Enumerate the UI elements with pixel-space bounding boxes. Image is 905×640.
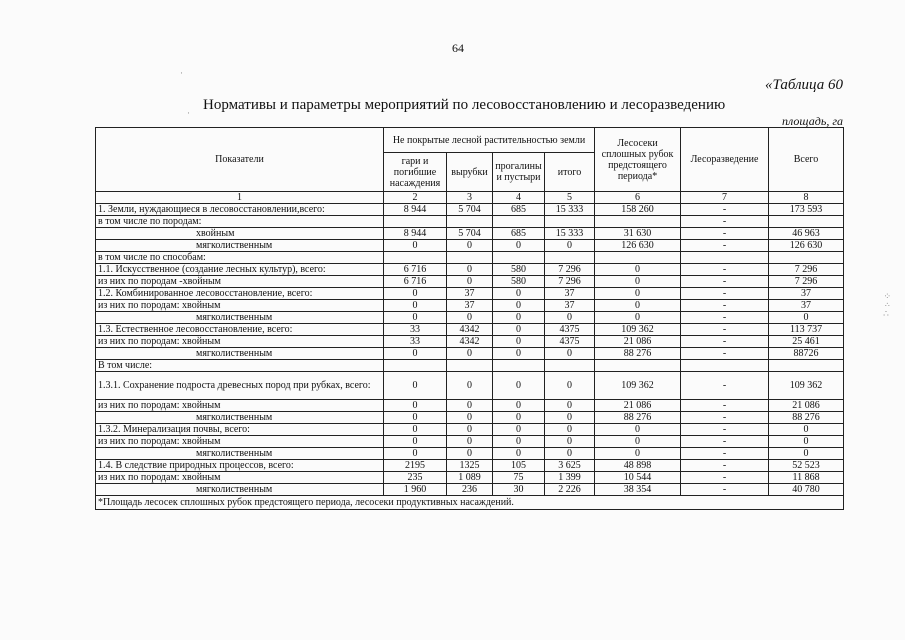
cell-value: [384, 360, 447, 372]
row-label: В том числе:: [96, 360, 384, 372]
cell-value: 0: [493, 412, 545, 424]
cell-value: 685: [493, 204, 545, 216]
cell-value: 0: [545, 240, 595, 252]
row-label: из них по породам: хвойным: [96, 436, 384, 448]
table-row: [96, 216, 844, 228]
cell-value: 6 716: [384, 276, 447, 288]
scan-speck: ·: [180, 68, 183, 78]
cell-value: 37: [447, 288, 493, 300]
cell-value: 88726: [769, 348, 844, 360]
cell-value: 1 089: [447, 472, 493, 484]
cell-value: 88 276: [595, 412, 681, 424]
cell-value: 37: [447, 300, 493, 312]
cell-value: 21 086: [769, 400, 844, 412]
cell-value: 235: [384, 472, 447, 484]
table-row: [96, 240, 844, 252]
scan-speck: ·: [187, 108, 190, 118]
cell-value: [681, 360, 769, 372]
cell-value: -: [681, 472, 769, 484]
cell-value: 21 086: [595, 400, 681, 412]
cell-value: 0: [447, 276, 493, 288]
cell-value: -: [681, 348, 769, 360]
cell-value: 37: [545, 300, 595, 312]
cell-value: 25 461: [769, 336, 844, 348]
cell-value: [447, 252, 493, 264]
table-label: «Таблица 60: [765, 77, 843, 93]
cell-value: 5 704: [447, 228, 493, 240]
cell-value: 4375: [545, 324, 595, 336]
cell-value: 0: [545, 412, 595, 424]
units-label: площадь, га: [782, 114, 843, 128]
header-not-covered-group: Не покрытые лесной растительностью земли: [384, 128, 595, 153]
cell-value: 0: [447, 436, 493, 448]
cell-value: 126 630: [595, 240, 681, 252]
cell-value: 38 354: [595, 484, 681, 496]
cell-value: -: [681, 276, 769, 288]
cell-value: 0: [384, 412, 447, 424]
scan-speck: ⁘ ⁖ ∴: [882, 292, 892, 320]
cell-value: 8 944: [384, 228, 447, 240]
cell-value: 0: [493, 300, 545, 312]
cell-value: 3 625: [545, 460, 595, 472]
row-label: 1.3. Естественное лесовосстановление, всего:: [96, 324, 384, 336]
cell-value: 0: [545, 372, 595, 400]
footnote: *Площадь лесосек сплошных рубок предстоящего периода, лесосеки продуктивных насаждений.: [96, 496, 844, 510]
cell-value: -: [681, 288, 769, 300]
cell-value: 0: [769, 448, 844, 460]
table-row: [96, 348, 844, 360]
cell-value: 0: [493, 324, 545, 336]
table-row: [96, 288, 844, 300]
cell-value: 126 630: [769, 240, 844, 252]
table-row: [96, 264, 844, 276]
cell-value: [493, 216, 545, 228]
cell-value: -: [681, 324, 769, 336]
cell-value: 685: [493, 228, 545, 240]
cell-value: -: [681, 228, 769, 240]
cell-value: -: [681, 424, 769, 436]
row-label: хвойным: [96, 228, 384, 240]
cell-value: 7 296: [769, 276, 844, 288]
cell-value: 37: [769, 300, 844, 312]
cell-value: 37: [769, 288, 844, 300]
document-title: Нормативы и параметры мероприятий по лесовосстановлению и лесоразведению: [203, 97, 726, 113]
cell-value: 1 399: [545, 472, 595, 484]
table-row: [96, 412, 844, 424]
cell-value: 0: [545, 436, 595, 448]
cell-value: [384, 216, 447, 228]
cell-value: [447, 216, 493, 228]
row-label: мягколиственным: [96, 412, 384, 424]
cell-value: [769, 360, 844, 372]
row-label: из них по породам: хвойным: [96, 400, 384, 412]
cell-value: [447, 360, 493, 372]
cell-value: [493, 360, 545, 372]
cell-value: 0: [595, 288, 681, 300]
header-cuts: вырубки: [447, 153, 493, 192]
cell-value: [545, 216, 595, 228]
cell-value: 0: [447, 412, 493, 424]
cell-value: 6 716: [384, 264, 447, 276]
cell-value: 0: [595, 436, 681, 448]
row-label: 1.1. Искусственное (создание лесных культур), всего:: [96, 264, 384, 276]
cell-value: 88 276: [595, 348, 681, 360]
cell-value: 105: [493, 460, 545, 472]
cell-value: -: [681, 336, 769, 348]
column-numbers-row: [96, 192, 844, 204]
cell-value: 0: [769, 312, 844, 324]
table-row: [96, 460, 844, 472]
cell-value: -: [681, 312, 769, 324]
cell-value: 37: [545, 288, 595, 300]
cell-value: 0: [493, 436, 545, 448]
table-row: [96, 204, 844, 216]
cell-value: 0: [384, 312, 447, 324]
table-row: [96, 276, 844, 288]
column-number: 1: [96, 192, 384, 204]
cell-value: 0: [595, 448, 681, 460]
table-row: [96, 228, 844, 240]
cell-value: 0: [447, 424, 493, 436]
table-row: [96, 484, 844, 496]
cell-value: 52 523: [769, 460, 844, 472]
row-label: 1. Земли, нуждающиеся в лесовосстановлении,всего:: [96, 204, 384, 216]
cell-value: 21 086: [595, 336, 681, 348]
cell-value: 0: [447, 312, 493, 324]
cell-value: 33: [384, 336, 447, 348]
cell-value: [769, 216, 844, 228]
cell-value: 8 944: [384, 204, 447, 216]
cell-value: 109 362: [595, 372, 681, 400]
cell-value: 15 333: [545, 204, 595, 216]
cell-value: 75: [493, 472, 545, 484]
cell-value: -: [681, 484, 769, 496]
table-row: [96, 448, 844, 460]
header-total: итого: [545, 153, 595, 192]
header-all: Всего: [769, 128, 844, 192]
cell-value: 236: [447, 484, 493, 496]
cell-value: 0: [769, 436, 844, 448]
row-label: из них по породам: хвойным: [96, 300, 384, 312]
column-number: 5: [545, 192, 595, 204]
cell-value: -: [681, 448, 769, 460]
header-indicator: Показатели: [96, 128, 384, 192]
table-row: [96, 424, 844, 436]
column-number: 7: [681, 192, 769, 204]
cell-value: 0: [493, 312, 545, 324]
cell-value: -: [681, 216, 769, 228]
cell-value: 0: [545, 312, 595, 324]
cell-value: 40 780: [769, 484, 844, 496]
cell-value: 7 296: [545, 276, 595, 288]
cell-value: [595, 252, 681, 264]
table-row: [96, 372, 844, 400]
cell-value: 88 276: [769, 412, 844, 424]
row-label: из них по породам: хвойным: [96, 336, 384, 348]
cell-value: 1325: [447, 460, 493, 472]
row-label: в том числе по породам:: [96, 216, 384, 228]
cell-value: 173 593: [769, 204, 844, 216]
cell-value: 0: [493, 400, 545, 412]
cell-value: 0: [545, 400, 595, 412]
header-burns: гари и погибшие насаждения: [384, 153, 447, 192]
cell-value: 1 960: [384, 484, 447, 496]
table-row: [96, 312, 844, 324]
row-label: 1.2. Комбинированное лесовосстановление, всего:: [96, 288, 384, 300]
row-label: мягколиственным: [96, 484, 384, 496]
table-row: [96, 436, 844, 448]
cell-value: 15 333: [545, 228, 595, 240]
table-row: [96, 360, 844, 372]
table-row: [96, 400, 844, 412]
header-clearcut: Лесосеки сплошных рубок предстоящего периода*: [595, 128, 681, 192]
cell-value: 0: [447, 348, 493, 360]
cell-value: -: [681, 240, 769, 252]
cell-value: 0: [493, 336, 545, 348]
cell-value: 0: [595, 264, 681, 276]
cell-value: [493, 252, 545, 264]
column-number: 6: [595, 192, 681, 204]
cell-value: 0: [384, 436, 447, 448]
cell-value: 0: [384, 448, 447, 460]
cell-value: 0: [384, 288, 447, 300]
row-label: мягколиственным: [96, 312, 384, 324]
cell-value: 113 737: [769, 324, 844, 336]
row-label: мягколиственным: [96, 448, 384, 460]
cell-value: 0: [384, 372, 447, 400]
cell-value: 46 963: [769, 228, 844, 240]
cell-value: -: [681, 372, 769, 400]
row-label: из них по породам: хвойным: [96, 472, 384, 484]
cell-value: 580: [493, 264, 545, 276]
cell-value: -: [681, 460, 769, 472]
cell-value: -: [681, 300, 769, 312]
cell-value: 0: [493, 448, 545, 460]
cell-value: 0: [493, 348, 545, 360]
row-label: мягколиственным: [96, 348, 384, 360]
row-label: в том числе по способам:: [96, 252, 384, 264]
cell-value: 0: [384, 240, 447, 252]
cell-value: 33: [384, 324, 447, 336]
cell-value: 0: [447, 448, 493, 460]
cell-value: 0: [384, 348, 447, 360]
cell-value: 580: [493, 276, 545, 288]
cell-value: 109 362: [595, 324, 681, 336]
cell-value: -: [681, 204, 769, 216]
cell-value: 158 260: [595, 204, 681, 216]
cell-value: 0: [493, 240, 545, 252]
column-number: 8: [769, 192, 844, 204]
cell-value: -: [681, 412, 769, 424]
column-number: 2: [384, 192, 447, 204]
row-label: 1.3.1. Сохранение подроста древесных пород при рубках, всего:: [96, 372, 384, 400]
header-glades: прогалины и пустыри: [493, 153, 545, 192]
cell-value: 0: [447, 240, 493, 252]
cell-value: 31 630: [595, 228, 681, 240]
cell-value: -: [681, 400, 769, 412]
cell-value: 0: [493, 372, 545, 400]
cell-value: 0: [769, 424, 844, 436]
cell-value: [545, 360, 595, 372]
cell-value: 30: [493, 484, 545, 496]
table-row: [96, 252, 844, 264]
table-row: [96, 324, 844, 336]
cell-value: [595, 360, 681, 372]
cell-value: 11 868: [769, 472, 844, 484]
cell-value: 0: [384, 400, 447, 412]
cell-value: 7 296: [769, 264, 844, 276]
table-row: [96, 336, 844, 348]
cell-value: 0: [384, 300, 447, 312]
cell-value: 10 544: [595, 472, 681, 484]
cell-value: [595, 216, 681, 228]
cell-value: 0: [447, 372, 493, 400]
cell-value: 0: [384, 424, 447, 436]
cell-value: -: [681, 436, 769, 448]
data-table: [95, 127, 844, 510]
row-label: 1.4. В следствие природных процессов, всего:: [96, 460, 384, 472]
cell-value: 7 296: [545, 264, 595, 276]
cell-value: 109 362: [769, 372, 844, 400]
cell-value: 48 898: [595, 460, 681, 472]
cell-value: 4375: [545, 336, 595, 348]
page-number: 64: [452, 41, 464, 55]
cell-value: 0: [595, 276, 681, 288]
cell-value: [545, 252, 595, 264]
cell-value: 0: [545, 424, 595, 436]
table-row: [96, 472, 844, 484]
cell-value: 0: [447, 400, 493, 412]
cell-value: 2 226: [545, 484, 595, 496]
cell-value: 0: [595, 312, 681, 324]
cell-value: [384, 252, 447, 264]
cell-value: 0: [595, 300, 681, 312]
cell-value: -: [681, 264, 769, 276]
cell-value: 0: [493, 424, 545, 436]
cell-value: 0: [447, 264, 493, 276]
row-label: мягколиственным: [96, 240, 384, 252]
cell-value: 4342: [447, 336, 493, 348]
row-label: из них по породам -хвойным: [96, 276, 384, 288]
cell-value: 2195: [384, 460, 447, 472]
column-number: 4: [493, 192, 545, 204]
cell-value: 0: [545, 348, 595, 360]
cell-value: 0: [493, 288, 545, 300]
cell-value: 4342: [447, 324, 493, 336]
cell-value: 0: [545, 448, 595, 460]
cell-value: [769, 252, 844, 264]
column-number: 3: [447, 192, 493, 204]
table-row: [96, 300, 844, 312]
cell-value: 5 704: [447, 204, 493, 216]
row-label: 1.3.2. Минерализация почвы, всего:: [96, 424, 384, 436]
cell-value: 0: [595, 424, 681, 436]
cell-value: [681, 252, 769, 264]
header-afforestation: Лесоразведение: [681, 128, 769, 192]
